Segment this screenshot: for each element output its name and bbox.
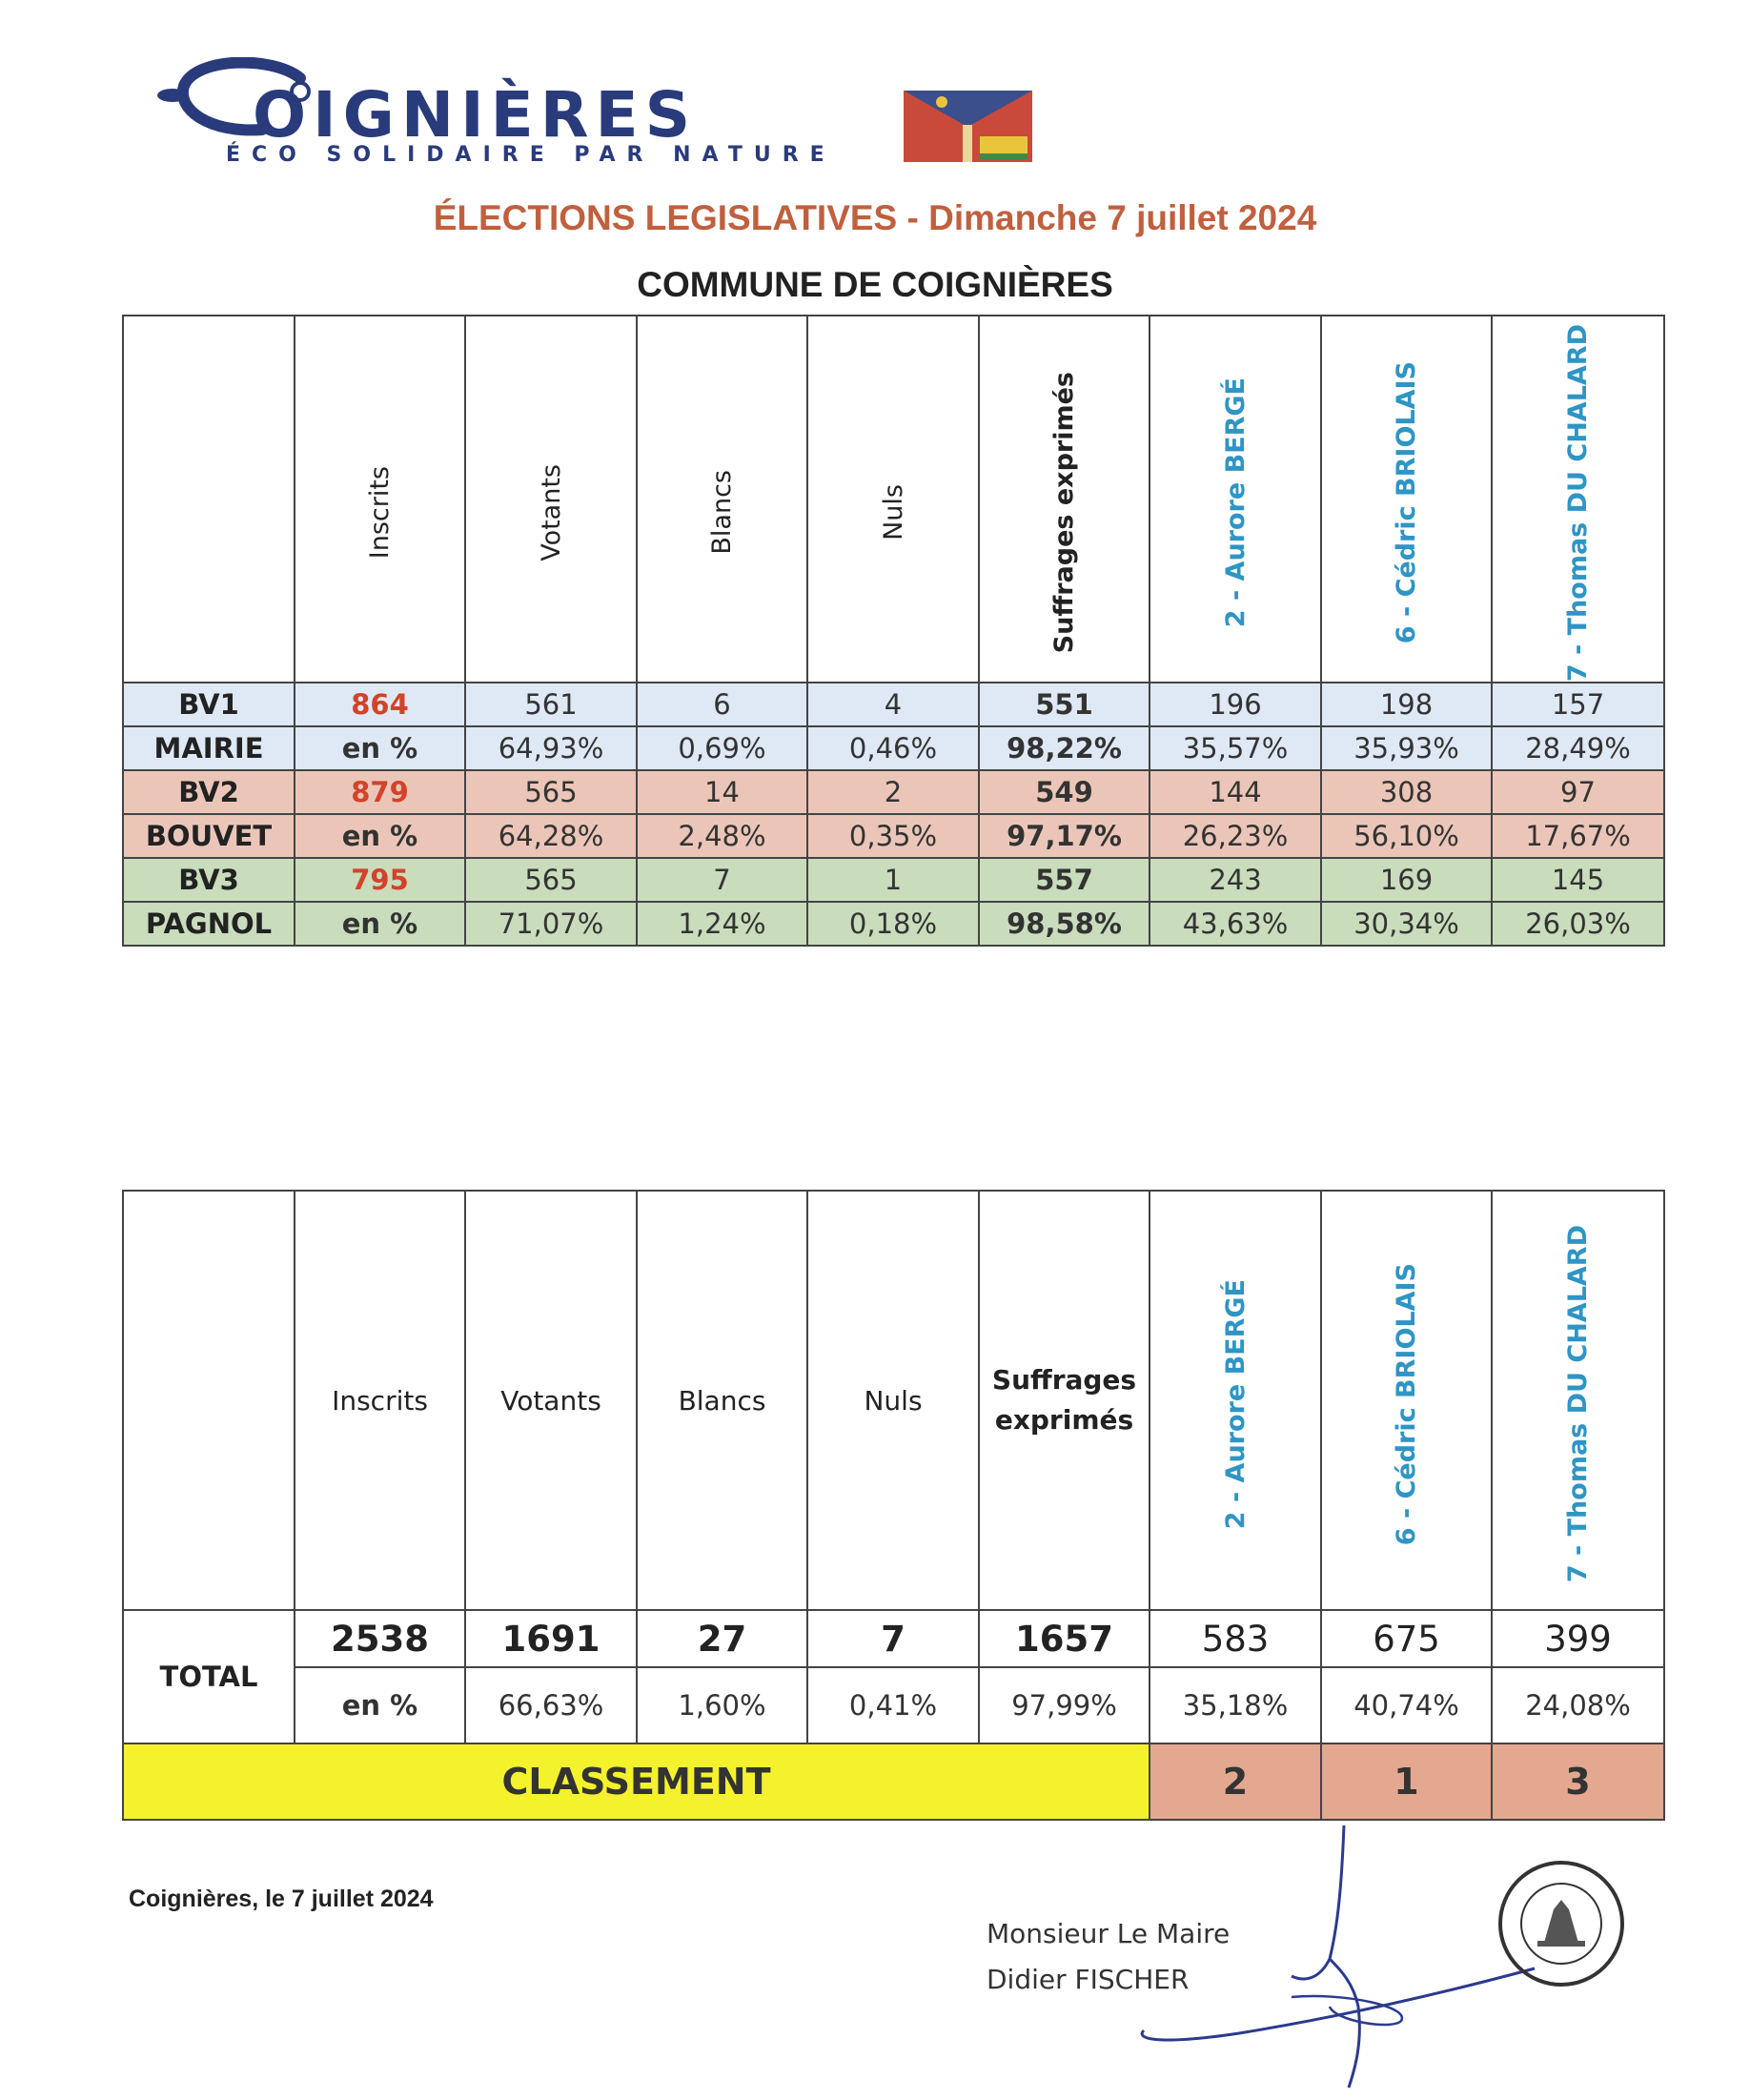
header-row <box>123 316 1664 683</box>
cand3-pct: 26,03% <box>1492 902 1664 946</box>
table-row <box>123 902 1664 946</box>
mayor-title: Monsieur Le Maire <box>987 1918 1231 1949</box>
cand3-pct: 17,67% <box>1492 814 1664 858</box>
table-row <box>123 683 1664 726</box>
cand2-pct: 56,10% <box>1321 814 1492 858</box>
cand1-pct: 43,63% <box>1150 902 1321 946</box>
header-suffrages: Suffrages exprimés <box>979 1191 1150 1610</box>
nuls-pct: 0,46% <box>807 726 979 770</box>
total-cand2-pct: 40,74% <box>1321 1667 1492 1743</box>
inscrits-value: 879 <box>295 770 465 814</box>
header-candidate-briolais: 6 - Cédric BRIOLAIS <box>1321 1191 1492 1610</box>
pct-label: en % <box>295 726 465 770</box>
cand2-value: 169 <box>1321 858 1492 902</box>
mayor-name: Didier FISCHER <box>987 1964 1190 1995</box>
header-candidate-du-chalard: 7 - Thomas DU CHALARD <box>1492 1191 1664 1610</box>
suffrages-pct: 97,17% <box>979 814 1150 858</box>
cand2-value: 198 <box>1321 683 1492 726</box>
blancs-value: 7 <box>637 858 807 902</box>
total-blancs-pct: 1,60% <box>637 1667 807 1743</box>
table-row <box>123 858 1664 902</box>
classement-label: CLASSEMENT <box>123 1743 1150 1820</box>
cand2-pct: 35,93% <box>1321 726 1492 770</box>
total-votants: 1691 <box>465 1610 637 1667</box>
table-row <box>123 814 1664 858</box>
total-label: TOTAL <box>123 1610 295 1743</box>
suffrages-value: 549 <box>979 770 1150 814</box>
blancs-value: 14 <box>637 770 807 814</box>
place-and-date: Coignières, le 7 juillet 2024 <box>129 1886 434 1912</box>
total-blancs: 27 <box>637 1610 807 1667</box>
suffrages-value: 557 <box>979 858 1150 902</box>
results-by-bureau-table <box>122 315 1665 947</box>
bureau-name: BOUVET <box>123 814 295 858</box>
nuls-pct: 0,35% <box>807 814 979 858</box>
pct-label: en % <box>295 814 465 858</box>
cand1-value: 144 <box>1150 770 1321 814</box>
header-blancs: Blancs <box>637 316 807 683</box>
bureau-name: PAGNOL <box>123 902 295 946</box>
header-empty <box>123 316 295 683</box>
nuls-pct: 0,18% <box>807 902 979 946</box>
cand1-pct: 26,23% <box>1150 814 1321 858</box>
total-suffrages: 1657 <box>979 1610 1150 1667</box>
inscrits-value: 864 <box>295 683 465 726</box>
header-inscrits: Inscrits <box>295 1191 465 1610</box>
votants-pct: 64,28% <box>465 814 637 858</box>
table-row <box>123 726 1664 770</box>
inscrits-value: 795 <box>295 858 465 902</box>
blancs-pct: 0,69% <box>637 726 807 770</box>
suffrages-pct: 98,58% <box>979 902 1150 946</box>
total-votants-pct: 66,63% <box>465 1667 637 1743</box>
total-cand2: 675 <box>1321 1610 1492 1667</box>
cand2-value: 308 <box>1321 770 1492 814</box>
suffrages-value: 551 <box>979 683 1150 726</box>
votants-value: 565 <box>465 770 637 814</box>
bureau-code: BV2 <box>123 770 295 814</box>
cand1-value: 243 <box>1150 858 1321 902</box>
classement-row <box>123 1743 1664 1820</box>
cand1-value: 196 <box>1150 683 1321 726</box>
votants-value: 565 <box>465 858 637 902</box>
total-pct-row <box>123 1667 1664 1743</box>
header-suffrages: Suffrages exprimés <box>979 316 1150 683</box>
blancs-pct: 2,48% <box>637 814 807 858</box>
document-subtitle: COMMUNE DE COIGNIÈRES <box>637 265 1113 304</box>
document-title: ÉLECTIONS LEGISLATIVES - Dimanche 7 juillet 2024 <box>433 198 1317 237</box>
cand3-pct: 28,49% <box>1492 726 1664 770</box>
cand1-pct: 35,57% <box>1150 726 1321 770</box>
blancs-value: 6 <box>637 683 807 726</box>
total-cand3: 399 <box>1492 1610 1664 1667</box>
total-values-row <box>123 1610 1664 1667</box>
header-nuls: Nuls <box>807 1191 979 1610</box>
nuls-value: 1 <box>807 858 979 902</box>
total-results-table <box>122 1190 1665 1821</box>
suffrages-pct: 98,22% <box>979 726 1150 770</box>
nuls-value: 4 <box>807 683 979 726</box>
votants-pct: 64,93% <box>465 726 637 770</box>
header-empty <box>123 1191 295 1610</box>
coat-of-arms-icon <box>904 91 1032 162</box>
pct-label: en % <box>295 1667 465 1743</box>
total-inscrits: 2538 <box>295 1610 465 1667</box>
header-candidate-du-chalard: 7 - Thomas DU CHALARD <box>1492 316 1664 683</box>
header-row <box>123 1191 1664 1610</box>
rank-cand3: 3 <box>1492 1743 1664 1820</box>
header-votants: Votants <box>465 316 637 683</box>
header-nuls: Nuls <box>807 316 979 683</box>
pct-label: en % <box>295 902 465 946</box>
nuls-value: 2 <box>807 770 979 814</box>
total-nuls: 7 <box>807 1610 979 1667</box>
total-suffrages-pct: 97,99% <box>979 1667 1150 1743</box>
commune-logo <box>157 57 1048 172</box>
header-candidate-berge: 2 - Aurore BERGÉ <box>1150 316 1321 683</box>
header-blancs: Blancs <box>637 1191 807 1610</box>
header-candidate-briolais: 6 - Cédric BRIOLAIS <box>1321 316 1492 683</box>
table-row <box>123 770 1664 814</box>
cand3-value: 145 <box>1492 858 1664 902</box>
votants-pct: 71,07% <box>465 902 637 946</box>
votants-value: 561 <box>465 683 637 726</box>
rank-cand2: 1 <box>1321 1743 1492 1820</box>
mairie-seal-icon <box>1495 1857 1628 1990</box>
total-cand3-pct: 24,08% <box>1492 1667 1664 1743</box>
header-candidate-berge: 2 - Aurore BERGÉ <box>1150 1191 1321 1610</box>
rank-cand1: 2 <box>1150 1743 1321 1820</box>
logo-wordmark: OIGNIÈRES <box>253 78 698 152</box>
total-cand1-pct: 35,18% <box>1150 1667 1321 1743</box>
header-inscrits: Inscrits <box>295 316 465 683</box>
cand3-value: 157 <box>1492 683 1664 726</box>
bureau-name: MAIRIE <box>123 726 295 770</box>
bureau-code: BV1 <box>123 683 295 726</box>
logo-tagline: ÉCO SOLIDAIRE PAR NATURE <box>226 143 836 167</box>
blancs-pct: 1,24% <box>637 902 807 946</box>
cand2-pct: 30,34% <box>1321 902 1492 946</box>
cand3-value: 97 <box>1492 770 1664 814</box>
total-cand1: 583 <box>1150 1610 1321 1667</box>
header-votants: Votants <box>465 1191 637 1610</box>
total-nuls-pct: 0,41% <box>807 1667 979 1743</box>
bureau-code: BV3 <box>123 858 295 902</box>
